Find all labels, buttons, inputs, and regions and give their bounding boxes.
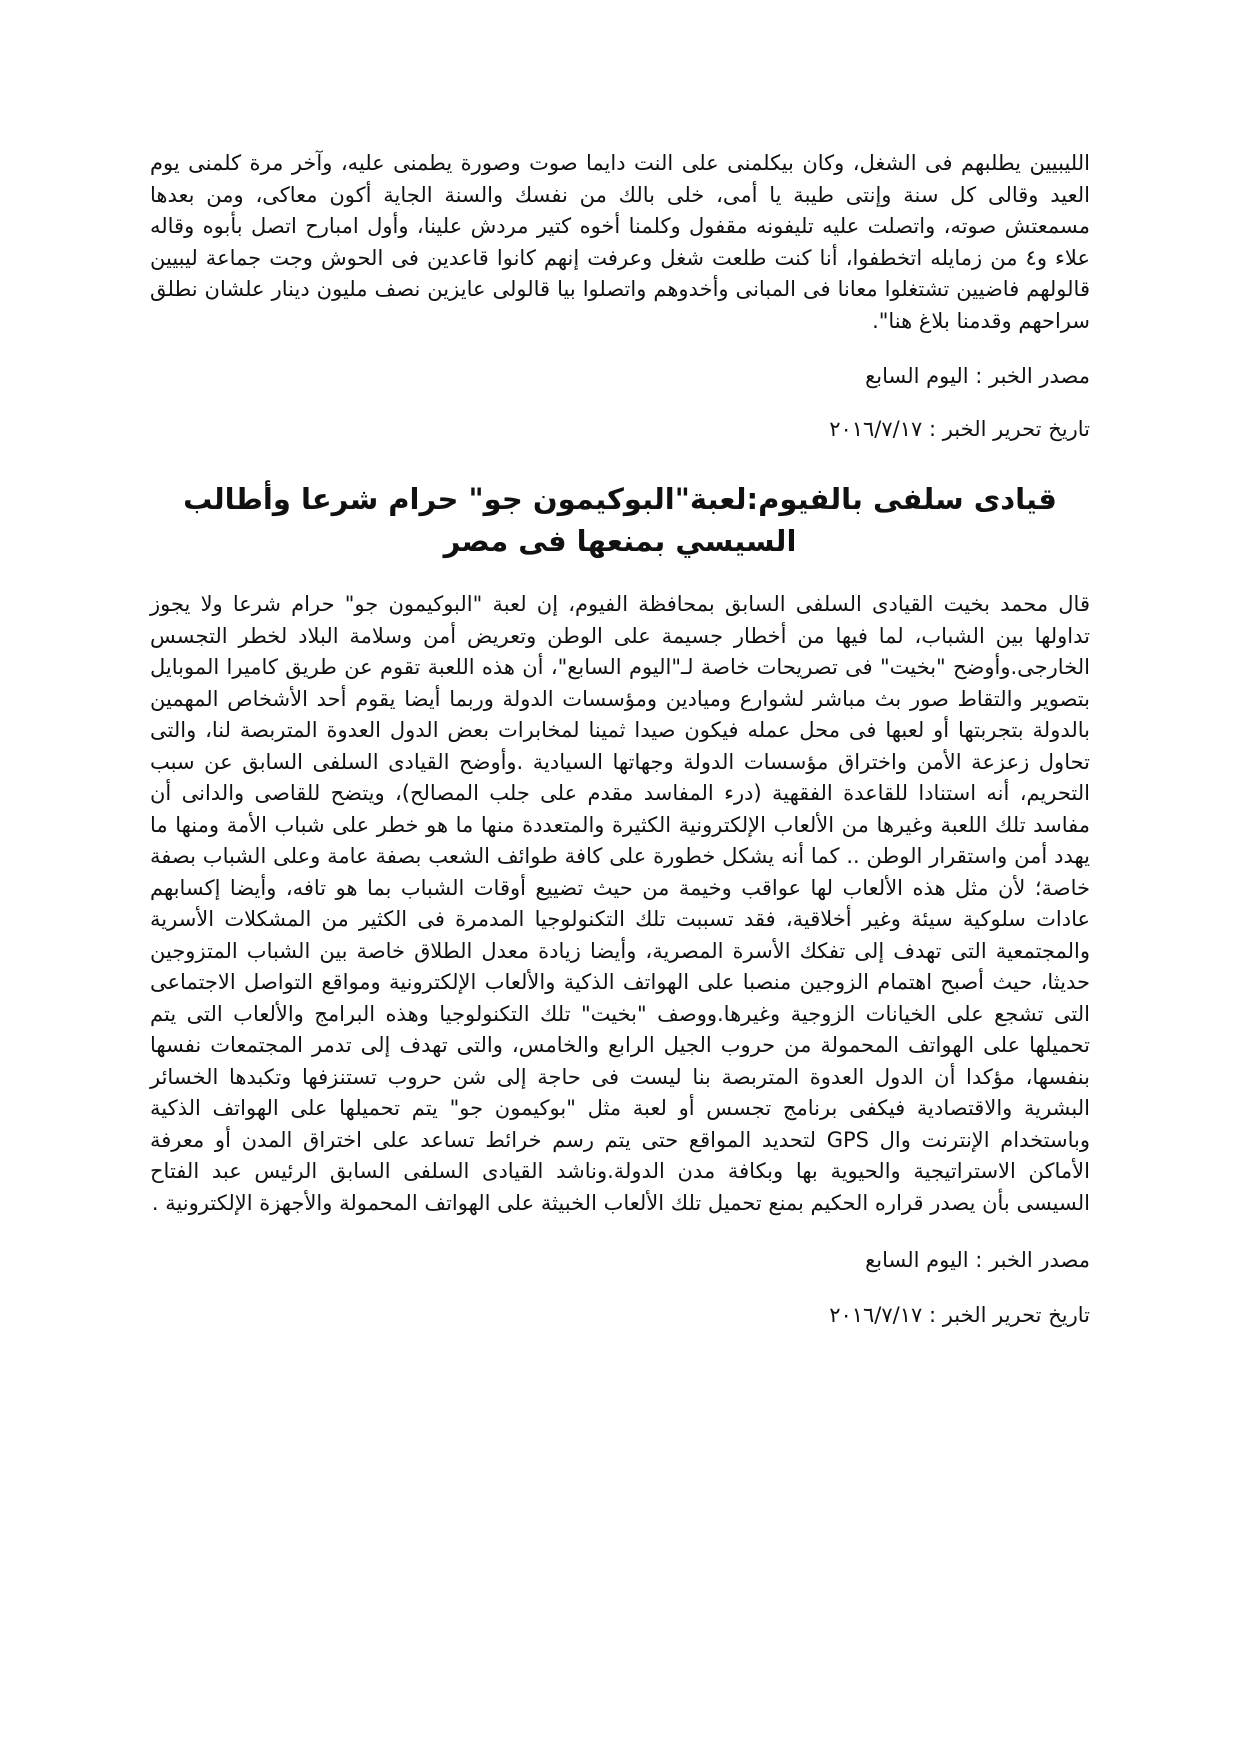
document-page: [150, 148, 1090, 1330]
article-2-body: قال محمد بخيت القيادى السلفى السابق بمحافظة الفيوم، إن لعبة "البوكيمون جو" حرام شرعا ولا يجوز تداولها بين الشباب، لما فيها من أخطار جسيمة على الوطن وتعريض أمن وسلامة البلاد لخطر التجسس الخارجى.وأوضح "بخيت" فى تصريحات خاصة لـ"اليوم السابع"، أن هذه اللعبة تقوم عن طريق كاميرا الموبايل بتصوير والتقاط صور بث مباشر لشوارع وميادين ومؤسسات الدولة وربما أيضا يقوم أحد الأشخاص المهمين بالدولة بتجربتها أو لعبها فى محل عمله فيكون صيدا ثمينا لمخابرات بعض الدول العدوة المتربصة لنا، والتى تحاول زعزعة الأمن واختراق مؤسسات الدولة وجهاتها السيادية .وأوضح القيادى السلفى السابق عن سبب التحريم، أنه استنادا للقاعدة الفقهية (درء المفاسد مقدم على جلب المصالح)، ويتضح للقاصى والدانى أن مفاسد تلك اللعبة وغيرها من الألعاب الإلكترونية الكثيرة والمتعددة منها ما هو خطر على شباب الأمة ومنها ما يهدد أمن واستقرار الوطن .. كما أنه يشكل خطورة على كافة طوائف الشعب بصفة عامة وعلى الشباب بصفة خاصة؛ لأن مثل هذه الألعاب لها عواقب وخيمة من حيث تضييع أوقات الشباب بما هو تافه، وأيضا إكسابهم عادات سلوكية سيئة وغير أخلاقية، فقد تسببت تلك التكنولوجيا المدمرة فى الكثير من المشكلات الأسرية والمجتمعية التى تهدف إلى تفكك الأسرة المصرية، وأيضا زيادة معدل الطلاق خاصة بين الشباب المتزوجين حديثا، حيث أصبح اهتمام الزوجين منصبا على الهواتف الذكية والألعاب الإلكترونية ومواقع التواصل الاجتماعى التى تشجع على الخيانات الزوجية وغيرها.ووصف "بخيت" تلك التكنولوجيا وهذه البرامج والألعاب التى يتم تحميلها على الهواتف المحمولة من حروب الجيل الرابع والخامس، والتى تهدف إلى تدمر المجتمعات نفسها بنفسها، مؤكدا أن الدول العدوة المتربصة بنا ليست فى حاجة إلى شن حروب تستنزفها وتكبدها الخسائر البشرية والاقتصادية فيكفى برنامج تجسس أو لعبة مثل "بوكيمون جو" يتم تحميلها على الهواتف الذكية وباستخدام الإنترنت وال GPS لتحديد المواقع حتى يتم رسم خرائط تساعد على اختراق المدن أو معرفة الأماكن الاستراتيجية والحيوية بها وبكافة مدن الدولة.وناشد القيادى السلفى السابق الرئيس عبد الفتاح السيسى بأن يصدر قراره الحكيم بمنع تحميل تلك الألعاب الخبيثة على الهواتف المحمولة والأجهزة الإلكترونية .: [150, 592, 1090, 1215]
article-2-source: مصدر الخبر : اليوم السابع: [865, 1248, 1090, 1272]
article-1-date: تاريخ تحرير الخبر : ٢٠١٦/٧/١٧: [829, 417, 1090, 441]
article-2-headline: قيادى سلفى بالفيوم:لعبة"البوكيمون جو" حرام شرعا وأطالب السيسي بمنعها فى مصر: [183, 482, 1057, 558]
article-1-source: مصدر الخبر : اليوم السابع: [865, 364, 1090, 388]
article-2-date: تاريخ تحرير الخبر : ٢٠١٦/٧/١٧: [829, 1303, 1090, 1327]
article-1-continuation: الليبيين يطلبهم فى الشغل، وكان بيكلمنى على النت دايما صوت وصورة يطمنى عليه، وآخر مرة كلمنى يوم العيد وقالى كل سنة وإنتى طيبة يا أمى، خلى بالك من نفسك والسنة الجاية أكون معاكى، ومن بعدها مسمعتش صوته، واتصلت عليه تليفونه مقفول وكلمنا أخوه كتير مردش علينا، وأول امبارح اتصل بأبوه وقاله علاء و٤ من زمايله اتخطفوا، أنا كنت طلعت شغل وعرفت إنهم كانوا قاعدين فى الحوش وجت جماعة ليبيين قالولهم فاضيين تشتغلوا معانا فى المبانى وأخدوهم واتصلوا بيا قالولى عايزين نصف مليون دينار علشان نطلق سراحهم وقدمنا بلاغ هنا".: [150, 151, 1090, 333]
